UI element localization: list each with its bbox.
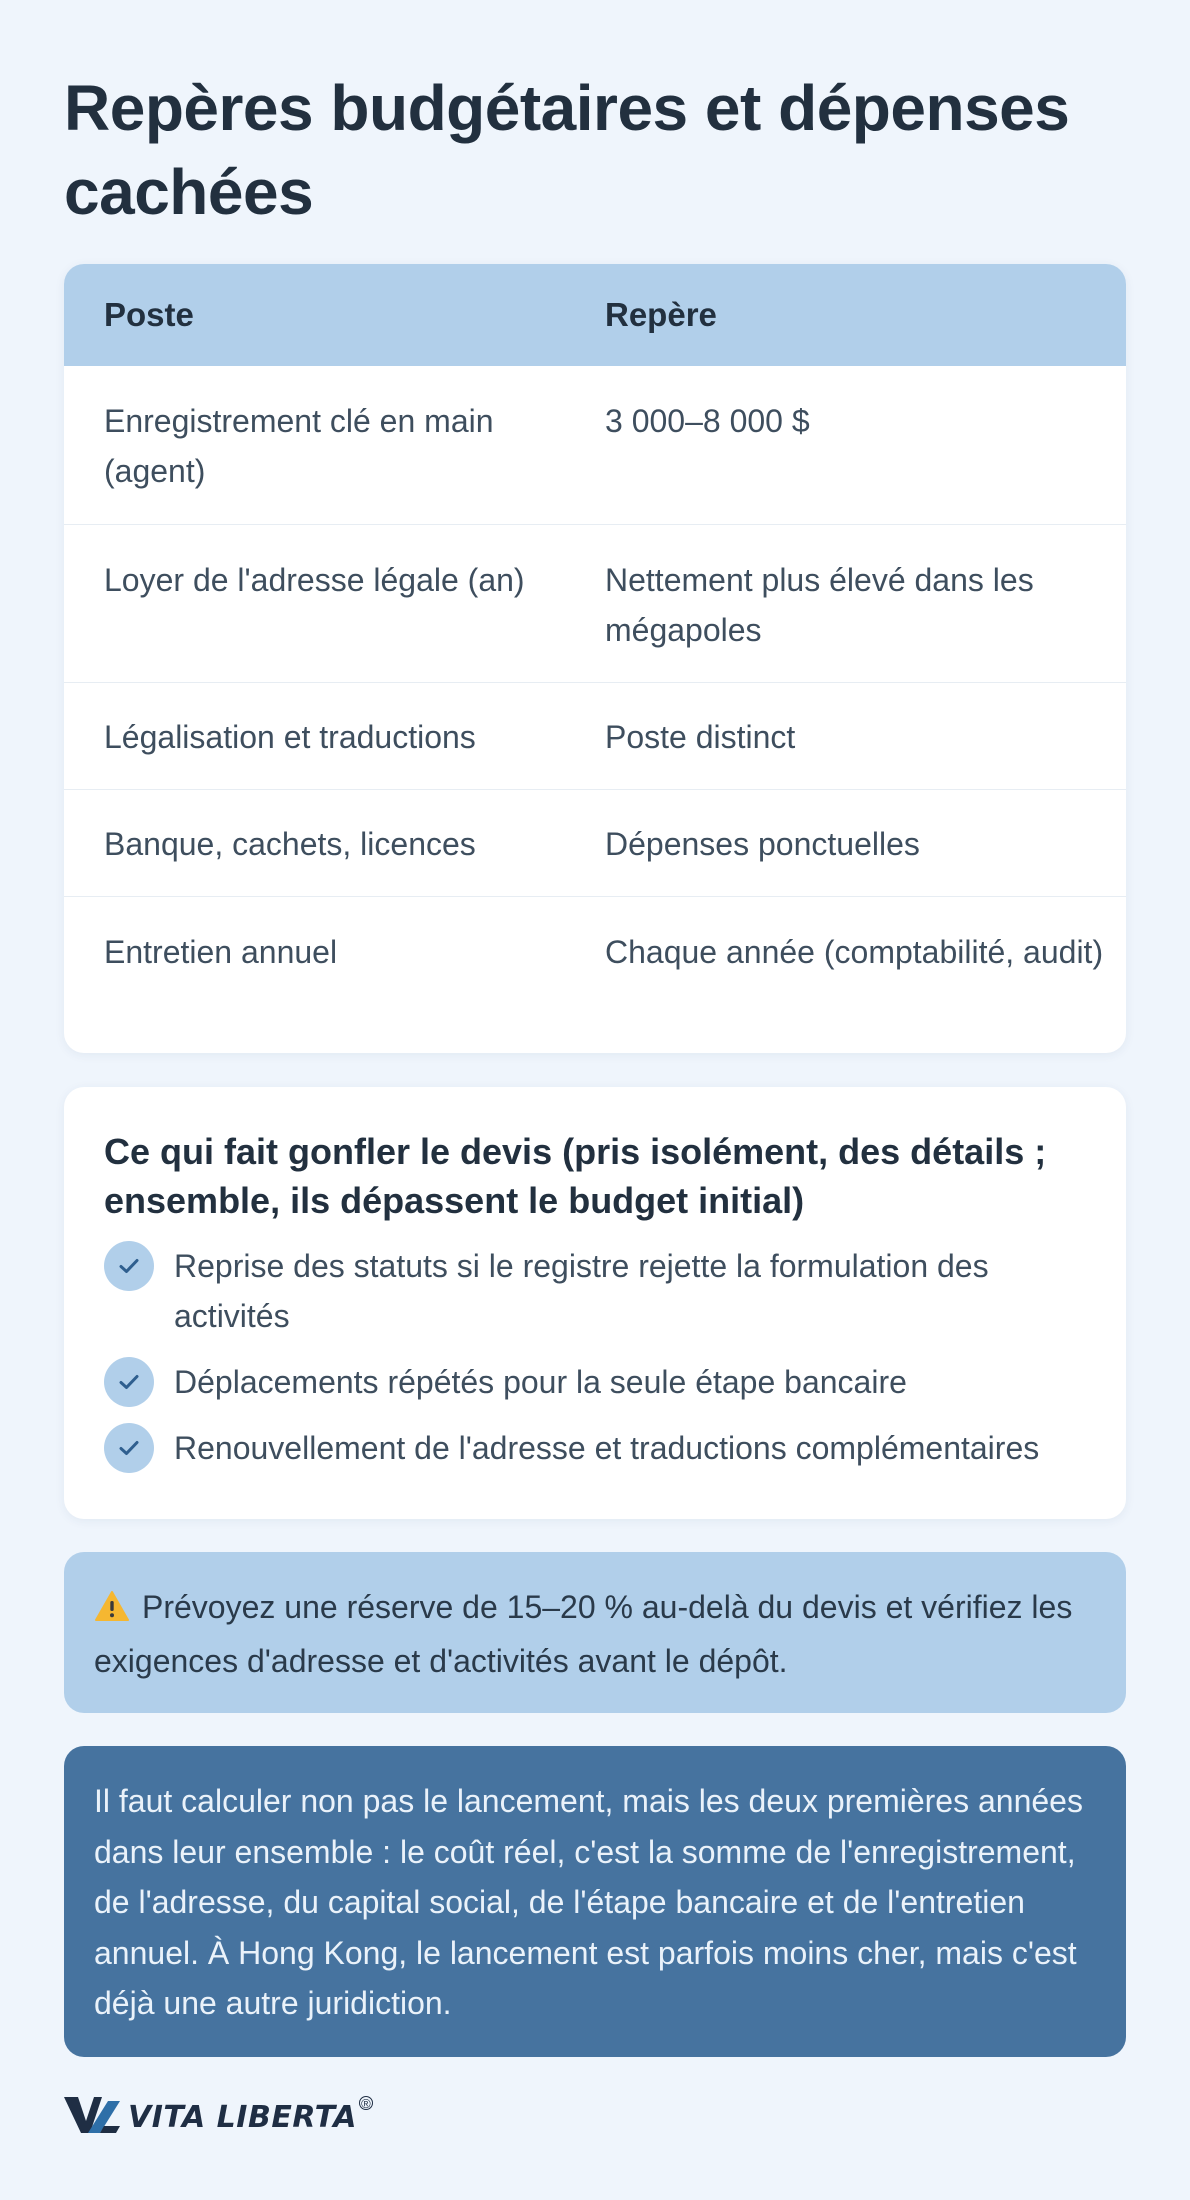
table-cell: Enregistrement clé en main (agent) <box>104 403 494 489</box>
checklist-item-text: Reprise des statuts si le registre rejette la formulation des activités <box>174 1248 989 1334</box>
column-header-poste: Poste <box>104 296 194 333</box>
table-cell: Légalisation et traductions <box>104 719 476 755</box>
table-cell: Poste distinct <box>605 719 796 755</box>
list-item <box>104 1241 1086 1341</box>
list-item <box>104 1357 1086 1407</box>
table-cell: Banque, cachets, licences <box>104 826 476 862</box>
summary-text: Il faut calculer non pas le lancement, mais les deux premières années dans leur ensemble : le coût réel, c'est la somme de l'enregistrement, de l'adresse, du capital social, de l'étape bancaire et de l'entretien annuel. À Hong Kong, le lancement est parfois moins cher, mais c'est déjà une autre juridiction. <box>94 1783 1083 2021</box>
check-icon <box>104 1423 154 1473</box>
check-icon <box>104 1241 154 1291</box>
check-icon <box>104 1357 154 1407</box>
table-header <box>64 264 1126 366</box>
warning-callout <box>64 1552 1126 1713</box>
warning-icon <box>94 1586 130 1636</box>
table-row <box>64 524 1126 682</box>
column-header-repere: Repère <box>605 296 717 333</box>
table-cell: Dépenses ponctuelles <box>605 826 920 862</box>
registered-mark: ® <box>359 2096 373 2110</box>
table-row <box>64 789 1126 896</box>
table-cell: 3 000–8 000 $ <box>605 403 810 439</box>
checklist-title: Ce qui fait gonfler le devis (pris isolément, des détails ; ensemble, ils dépassent le budget initial) <box>104 1131 1047 1221</box>
table-cell: Nettement plus élevé dans les mégapoles <box>605 562 1034 648</box>
table-cell: Loyer de l'adresse légale (an) <box>104 562 525 598</box>
checklist-card <box>64 1087 1126 1519</box>
table-cell: Chaque année (comptabilité, audit) <box>605 934 1104 970</box>
brand-name: VITA LIBERTA <box>128 2099 357 2135</box>
table-row <box>64 366 1126 524</box>
table-row <box>64 896 1126 1053</box>
checklist-item-text: Déplacements répétés pour la seule étape bancaire <box>174 1364 907 1400</box>
summary-callout <box>64 1746 1126 2057</box>
brand-logo <box>64 2094 373 2140</box>
checklist-item-text: Renouvellement de l'adresse et traductions complémentaires <box>174 1430 1040 1466</box>
logo-mark-icon <box>64 2095 120 2140</box>
table-row <box>64 682 1126 789</box>
table-cell: Entretien annuel <box>104 934 338 970</box>
warning-text: Prévoyez une réserve de 15–20 % au-delà du devis et vérifiez les exigences d'adresse et d'activités avant le dépôt. <box>94 1589 1073 1679</box>
budget-table <box>64 264 1126 1053</box>
page-title: Repères budgétaires et dépenses cachées <box>64 72 1070 228</box>
list-item <box>104 1423 1086 1473</box>
